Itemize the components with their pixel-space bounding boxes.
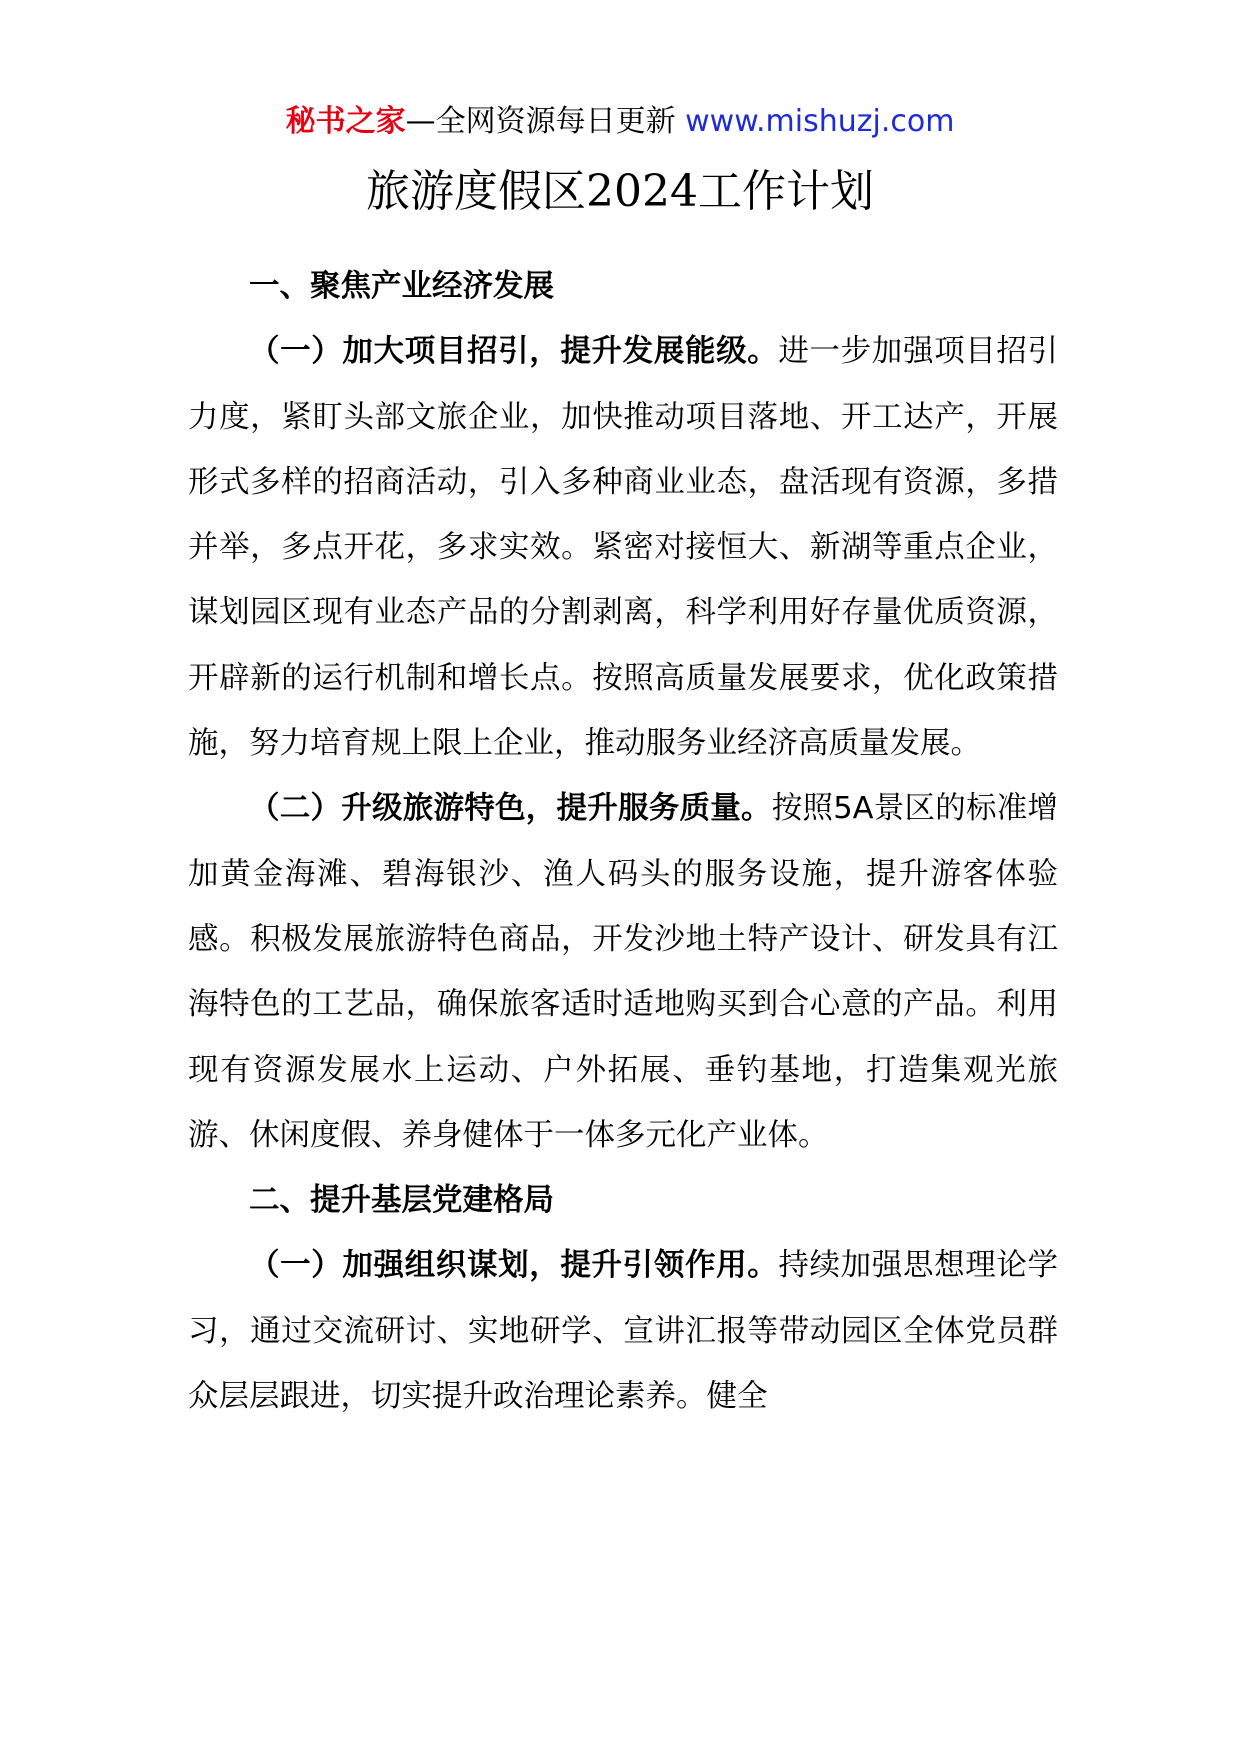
banner-brand: 秘书之家 [285,104,406,139]
document-title: 旅游度假区2024工作计划 [366,166,874,217]
section-heading-2: 二、提升基层党建格局 [249,1183,554,1219]
paragraph-1-2 [188,776,1058,1168]
paragraph-2-1 [188,1233,1058,1429]
paragraph-text: 持续加强思想理论学习，通过交流研讨、实地研学、宣讲汇报等带动园区全体党员群众层层跟进，切实提升政治理论素养。健全 [188,1248,1059,1415]
paragraph-text: 按照5A景区的标准增加黄金海滩、碧海银沙、渔人码头的服务设施，提升游客体验感。积极发展旅游特色商品，开发沙地土特产设计、研发具有江海特色的工艺品，确保旅客适时适地购买到合心意的产品。利用现有资源发展水上运动、户外拓展、垂钓基地，打造集观光旅游、休闲度假、养身健体于一体多元化产业体。 [188,791,1058,1153]
paragraph-lead: （一）加大项目招引，提升发展能级。 [249,334,779,370]
banner-url-link[interactable]: www.mishuzj.com [685,104,955,139]
section-heading-1: 一、聚焦产业经济发展 [249,269,554,304]
document-body [188,254,1058,1429]
paragraph-text: 进一步加强项目招引力度，紧盯头部文旅企业，加快推动项目落地、开工达产，开展形式多样的招商活动，引入多种商业业态，盘活现有资源，多措并举，多点开花，多求实效。紧密对接恒大、新湖等重点企业，谋划园区现有业态产品的分割剥离，科学利用好存量优质资源，开辟新的运行机制和增长点。按照高质量发展要求，优化政策措施，努力培育规上限上企业，推动服务业经济高质量发展。 [188,334,1059,762]
paragraph-lead: （一）加强组织谋划，提升引领作用。 [249,1248,779,1284]
site-banner [0,100,1240,144]
paragraph-1-1 [188,319,1058,776]
banner-tagline: —全网资源每日更新 [405,104,686,139]
paragraph-lead: （二）升级旅游特色，提升服务质量。 [249,791,772,827]
